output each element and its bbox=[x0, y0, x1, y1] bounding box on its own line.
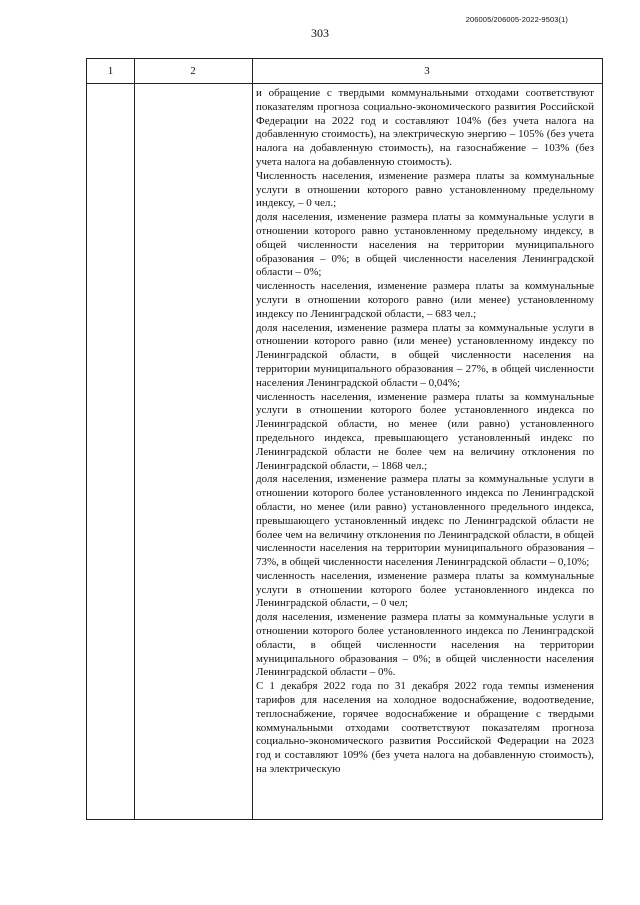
column-3-content bbox=[256, 87, 594, 777]
paragraph: Численность населения, изменение размера платы за коммунальные услуги в отношении которого равно установленному предельному индексу, – 0 чел.; bbox=[256, 169, 594, 210]
paragraph: и обращение с твердыми коммунальными отходами соответствуют показателям прогноза социально-экономического развития Российской Федерации на 2022 год и составляют 104% (без учета налога на добавленную стоимость), на электрическую энергию – 105% (без учета налога на добавленную стоимость), на газоснабжение – 103% (без учета налога на добавленную стоимость). bbox=[256, 87, 594, 168]
page-number: 303 bbox=[311, 26, 329, 40]
document-code: 206005/206005-2022-9503(1) bbox=[465, 15, 568, 24]
column-divider bbox=[252, 59, 253, 819]
column-header-3: 3 bbox=[424, 65, 430, 77]
paragraph: численность населения, изменение размера платы за коммунальные услуги в отношении которого более установленного индекса по Ленинградской области, но менее (или равно) установленного предельного индекса, превышающего установленный индекс по Ленинградской области не более чем на величину отклонения по Ленинградской области, – 1868 чел.; bbox=[256, 390, 594, 472]
paragraph: С 1 декабря 2022 года по 31 декабря 2022 года темпы изменения тарифов для населения на холодное водоснабжение, водоотведение, теплоснабжение, горячее водоснабжение и обращение с твердыми коммунальными отходами соответствуют показателям прогноза социально-экономического развития Российской Федерации на 2023 год и составляют 109% (без учета налога на добавленную стоимость), на электрическую bbox=[256, 680, 594, 776]
column-divider bbox=[134, 59, 135, 819]
document-table bbox=[86, 58, 603, 820]
paragraph: численность населения, изменение размера платы за коммунальные услуги в отношении которого более установленного индекса по Ленинградской области, – 0 чел; bbox=[256, 569, 594, 610]
column-header-1: 1 bbox=[107, 65, 114, 77]
table-header-row bbox=[87, 59, 602, 84]
paragraph: доля населения, изменение размера платы за коммунальные услуги в отношении которого более установленного индекса по Ленинградской области, но менее (или равно) установленного предельного индекса, превышающего установленный индекс по Ленинградской области не более чем на величину отклонения по Ленинградской области, в общей численности населения на территории муниципального образования – 73%, в общей численности населения Ленинградской области – 0,10%; bbox=[256, 473, 594, 569]
paragraph: доля населения, изменение размера платы за коммунальные услуги в отношении которого более установленного индекса по Ленинградской области, в общей численности населения на территории муниципального образования – 0%; в общей численности населения Ленинградской области – 0%. bbox=[256, 611, 594, 679]
paragraph: доля населения, изменение размера платы за коммунальные услуги в отношении которого равно установленному предельному индексу, в общей численности населения на территории муниципального образования – 0%; в общей численности населения Ленинградской области – 0%; bbox=[256, 211, 594, 279]
paragraph: численность населения, изменение размера платы за коммунальные услуги в отношении которого равно (или менее) установленному индексу по Ленинградской области, – 683 чел.; bbox=[256, 280, 594, 320]
column-header-2: 2 bbox=[190, 65, 196, 77]
paragraph: доля населения, изменение размера платы за коммунальные услуги в отношении которого равно (или менее) установленному индексу по Ленинградской области, в общей численности населения на территории муниципального образования – 27%, в общей численности населения Ленинградской области – 0,04%; bbox=[256, 321, 594, 389]
